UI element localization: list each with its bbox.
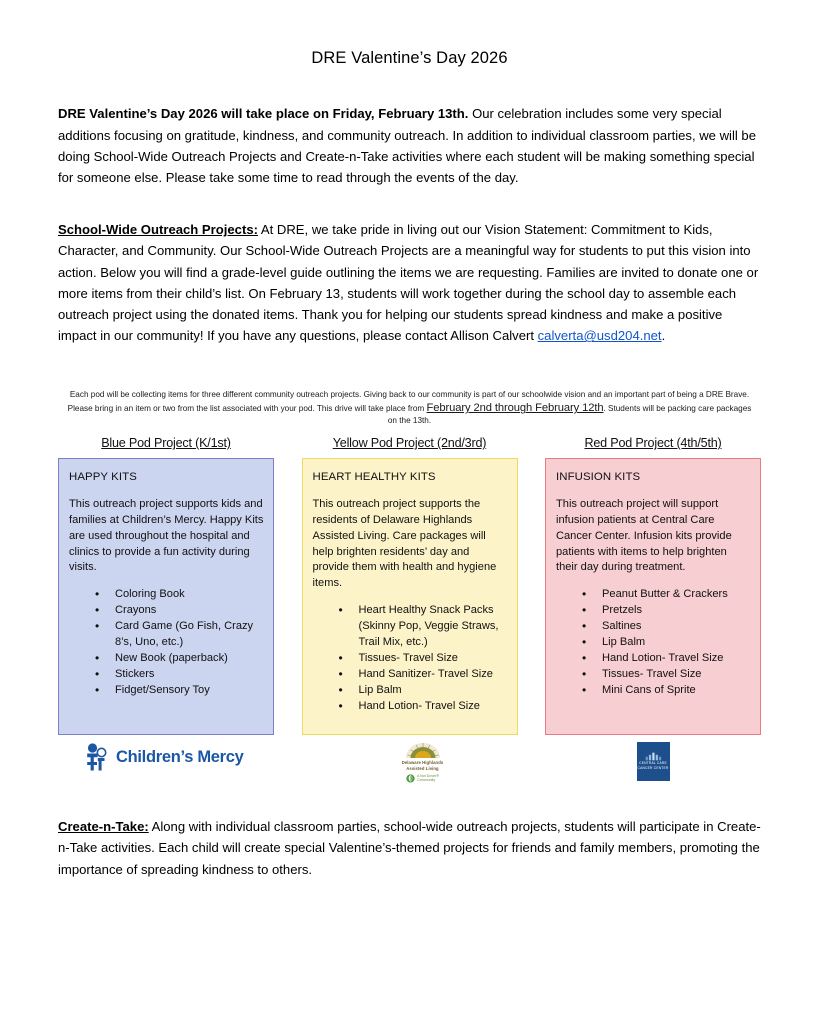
pod-red (545, 436, 761, 735)
badge-line2: Community (416, 778, 436, 783)
childrens-mercy-figure-icon (84, 742, 110, 772)
intro-paragraph (58, 103, 761, 188)
logo-cell-red (545, 742, 761, 788)
outreach-graphic (58, 390, 761, 788)
outreach-body-tail: . (661, 328, 666, 344)
delaware-highlands-name (402, 760, 444, 771)
list-item: • Saltines (582, 619, 751, 635)
pod-card-blue (58, 458, 274, 735)
kit-description-yellow: This outreach project supports the residents of Delaware Highlands Assisted Living. Care packages will help brighten residents’ day and provide them with health and hygiene items. (312, 498, 497, 590)
list-item: • Tissues- Travel Size (582, 667, 751, 683)
list-item: • Crayons (95, 603, 264, 619)
list-item: • Mini Cans of Sprite (582, 683, 751, 699)
sunburst-arch-icon (404, 742, 442, 759)
pod-blue (58, 436, 274, 735)
delaware-highlands-logo (394, 742, 452, 783)
kit-description-blue: This outreach project supports kids and families at Children’s Mercy. Happy Kits are used throughout the hospital and clinics to provide a fun activity during visits. (69, 498, 264, 574)
create-n-take-heading: Create-n-Take: (58, 819, 149, 835)
list-item: • Fidget/Sensory Toy (95, 683, 264, 699)
graphic-note (58, 390, 761, 427)
intro-lead-bold: DRE Valentine’s Day 2026 will take place on Friday, February 13th. (58, 106, 469, 122)
kit-name-red: INFUSION KITS (556, 471, 641, 484)
kit-name-yellow: HEART HEALTHY KITS (312, 471, 436, 484)
intro-rest: Our celebration includes some very special additions focusing on gratitude, kindness, and community outreach. In addition to individual classroom parties, we will be doing School-Wide Outreach Projects and Create-n-Take activities where each student will be making something special for someone else. Please take some time to read through the events of the day. (58, 106, 756, 186)
kit-description-red: This outreach project will support infusion patients at Central Care Cancer Center. Infusion kits provide patients with items to help brighten their day during treatment. (556, 498, 732, 574)
delaware-highlands-badge (406, 774, 439, 783)
list-item: • Tissues- Travel Size (339, 651, 508, 667)
cancer-center-line2: CANCER CENTER (637, 766, 669, 771)
list-item: • Pretzels (582, 603, 751, 619)
list-item: • Hand Lotion- Travel Size (339, 699, 508, 715)
outreach-heading: School-Wide Outreach Projects: (58, 222, 258, 238)
childrens-mercy-logo (84, 742, 244, 772)
pod-title-yellow: Yellow Pod Project (2nd/3rd) (332, 436, 487, 451)
outreach-paragraph (58, 219, 761, 346)
partner-logo-row (58, 742, 761, 788)
badge-line1: A Not Dover® (416, 773, 440, 778)
graphic-note-part1: Each pod will be collecting items for three different community outreach projects. Giving back to our community is part of our schoolwide vision and an important part of being a DRE Brave. Please bring in an item or two from the list associated with your pod. This drive will take place from (67, 390, 750, 414)
list-item: • Coloring Book (95, 587, 264, 603)
delaware-highlands-badge-text (417, 774, 439, 783)
logo-cell-yellow (315, 742, 531, 788)
pod-card-red (545, 458, 761, 735)
pod-yellow (302, 436, 518, 735)
cancer-center-name (638, 761, 669, 771)
childrens-mercy-wordmark: Children’s Mercy (116, 747, 244, 766)
kit-item-list-yellow (313, 603, 508, 715)
list-item: • Card Game (Go Fish, Crazy 8’s, Uno, etc.) (95, 619, 264, 651)
pod-card-yellow (302, 458, 518, 735)
pod-columns (58, 436, 761, 735)
list-item: • Hand Sanitizer- Travel Size (339, 667, 508, 683)
logo-cell-blue (58, 742, 300, 788)
outreach-body: At DRE, we take pride in living out our Vision Statement: Commitment to Kids, Character, and Community. Our School-Wide Outreach Projects are a meaningful way for students to put this vision into action. Below you will find a grade-level guide outlining the items we are requesting. Families are invited to donate one or more items from their child’s list. On February 13, students will work together during the school day to assemble each outreach project using the donated items. Thank you for helping our students spread kindness and make a positive impact in our community! If you have any questions, please contact Allison Calvert (58, 222, 759, 344)
list-item: • Lip Balm (582, 635, 751, 651)
list-item: • Peanut Butter & Crackers (582, 587, 751, 603)
kit-item-list-red (556, 587, 751, 699)
page-title: DRE Valentine’s Day 2026 (311, 49, 508, 67)
list-item: • Heart Healthy Snack Packs (Skinny Pop, Veggie Straws, Trail Mix, etc.) (339, 603, 508, 651)
cancer-center-mark-icon (645, 752, 662, 761)
cancer-center-line1: CENTRAL CARE (639, 761, 667, 766)
central-care-cancer-center-logo (637, 742, 670, 781)
list-item: • Hand Lotion- Travel Size (582, 651, 751, 667)
list-item: • New Book (paperback) (95, 651, 264, 667)
graphic-note-part2: . Students will be packing care packages on the 13th. (387, 404, 752, 426)
list-item: • Stickers (95, 667, 264, 683)
green-leaf-badge-icon (406, 774, 415, 783)
create-n-take-body: Along with individual classroom parties, school-wide outreach projects, students will participate in Create-n-Take activities. Each child will create special Valentine’s-themed projects for friends and family members, promoting the importance of spreading kindness to others. (58, 819, 761, 877)
kit-item-list-blue (69, 587, 264, 699)
pod-title-red: Red Pod Project (4th/5th) (584, 436, 722, 451)
delaware-highlands-line2: Assisted Living (406, 765, 439, 771)
delaware-highlands-line1: Delaware Highlands (401, 760, 444, 766)
email-link[interactable]: calverta@usd204.net (537, 328, 662, 344)
create-n-take-paragraph (58, 816, 761, 880)
list-item: • Lip Balm (339, 683, 508, 699)
kit-name-blue: HAPPY KITS (69, 471, 137, 484)
graphic-note-dates: February 2nd through February 12th (426, 402, 604, 415)
pod-title-blue: Blue Pod Project (K/1st) (101, 436, 231, 451)
